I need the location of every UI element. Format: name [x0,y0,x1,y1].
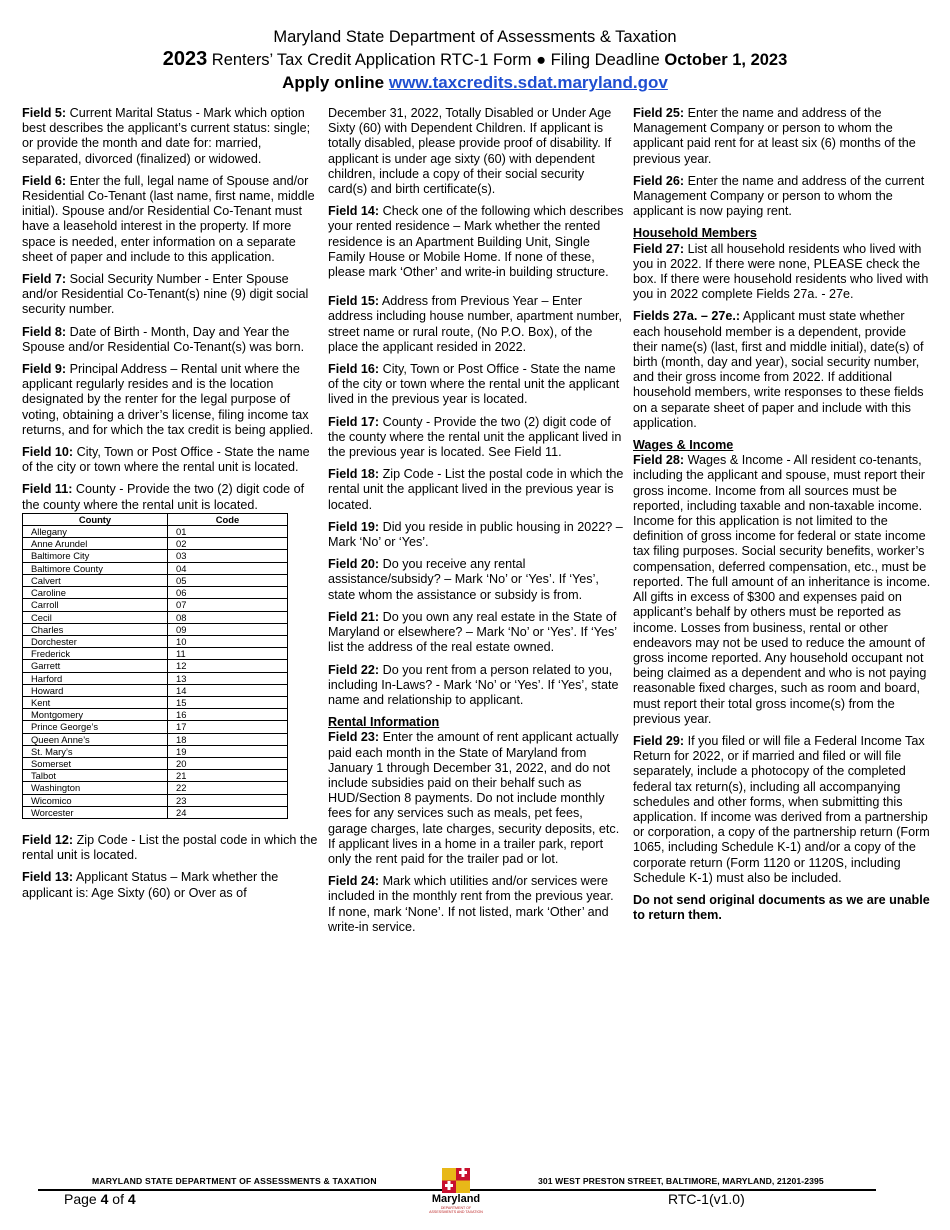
county-name: Washington [23,782,168,794]
maryland-logo [428,1167,484,1217]
field-9-instructions: Field 9: Principal Address – Rental unit where the applicant regularly resides and is the location designated by the renter for the legal purpose of voting, obtaining a driver’s license, filing income tax returns, and for which the tax credit is being applied. [22,362,314,437]
field-label: Field 15: [328,294,380,309]
field-label: Field 26: [633,173,685,188]
field-label: Field 20: [328,557,380,572]
field-5-instructions: Field 5: Current Marital Status - Mark which option best describes the applicant’s current status: single; or provide the month and date for: married, separated, divorced (finalized) or widowed. [22,106,311,166]
field-25-instructions: Field 25: Enter the name and address of the Management Company or person to whom the applicant paid rent for at least six (6) months of the previous year. [633,106,916,166]
field-7-instructions: Field 7: Social Security Number - Enter Spouse and/or Residential Co-Tenant(s) nine (9) digit social security number. [22,272,309,317]
field-label: Field 11: [22,482,73,497]
county-name: Baltimore City [23,550,168,562]
county-code: 22 [168,782,288,794]
field-28-instructions: Wages & Income Field 28: Wages & Income - All resident co-tenants, including the applicant and spouse, must report their gross income. Income from all sources must be reported, including taxable and non-taxable income. Income for this application is not limited to the definition of gross income for federal or state income tax filing purposes. Social security benefits, worker’s compensation, deferred compensation, etc., must be reported. The full amount of an inheritance is income. All gifts in excess of $300 and expenses paid on applicant’s behalf by others must be reported as income. Losses from business, rental or other endeavors may not be used to reduce the amount of gross income reported. Any household occupant not being claimed as a dependent and who is not paying reasonable fixed charges, such as room and board, must report their total gross income(s) from the previous year. [633,438,931,726]
field-label: Field 28: [633,453,685,468]
field-22-instructions: Field 22: Do you rent from a person related to you, including In-Laws? - Mark ‘No’ or ‘Yes’. If ‘Yes’, state name and relationship to applicant. [328,662,619,707]
filing-deadline: October 1, 2023 [664,51,788,69]
table-row [23,660,288,672]
field-14-instructions: Field 14: Check one of the following which describes your rented residence – Mark whether the rented residence is an Apartment Building Unit, Single Family House or Mobile Home. If none of these, please mark ‘Other’ and write-in building structure. [328,204,624,280]
field-29-instructions: Field 29: If you filed or will file a Federal Income Tax Return for 2022, or if married and filed or will file separately, include a photocopy of the completed federal tax return(s), including all accompanying schedules and other forms, when submitting this application. If income was derived from a partnership or corporation, a copy of the partnership return (Form 1065, including Schedule K-1) and/or a copy of the corporate return (Form 1120 or 1120S, including Schedule K-1) must also be included. [633,733,930,885]
agency-name: Maryland State Department of Assessments & Taxation [273,28,677,46]
county-code: 09 [168,623,288,635]
field-label: Field 18: [328,467,380,482]
column-3 [633,106,931,930]
field-label: Field 27: [633,241,685,256]
field-label: Field 7: [22,272,67,287]
form-version: RTC-1(v1.0) [668,1191,745,1207]
county-name: Carroll [23,599,168,611]
footer-agency: MARYLAND STATE DEPARTMENT OF ASSESSMENTS & TAXATION [92,1176,377,1186]
field-label: Field 19: [328,519,380,534]
field-label: Field 16: [328,362,380,377]
field-13-instructions: Field 13: Applicant Status – Mark whether the applicant is: Age Sixty (60) or Over as of [22,870,279,900]
section-heading-wages: Wages & Income [633,438,734,453]
county-name: Charles [23,623,168,635]
apply-online [0,71,950,95]
page-header [0,26,950,95]
field-11-instructions: Field 11: County - Provide the two (2) digit code of the county where the rental unit is located. [22,482,305,512]
county-name: Talbot [23,770,168,782]
county-code: 03 [168,550,288,562]
table-row [23,782,288,794]
county-code: 20 [168,757,288,769]
table-row [23,721,288,733]
county-name: Montgomery [23,709,168,721]
county-code-table [22,513,288,819]
field-13-continued: December 31, 2022, Totally Disabled or Under Age Sixty (60) with Dependent Children. If applicant is totally disabled, please provide proof of disability. If applicant is under age sixty (60) with dependent children, include a copy of their social security card(s) and birth certificate(s). [328,106,612,197]
county-code: 11 [168,648,288,660]
field-10-instructions: Field 10: City, Town or Post Office - State the name of the city or town where the rental unit is located. [22,445,310,475]
field-23-instructions: Rental Information Field 23: Enter the amount of rent applicant actually paid each month in the State of Maryland from January 1 through December 31, 2022, and do not include subsidies paid on their behalf such as HUD/Section 8 payments. Do not include monthly fees for any services such as meals, pet fees, garage charges, late charges, security deposits, etc. If applicant lives in a home in a trailer park, report only the rent paid for the trailer pad or lot. [328,715,624,867]
county-name: Prince George’s [23,721,168,733]
county-code: 19 [168,745,288,757]
county-header: County [23,513,168,525]
field-16-instructions: Field 16: City, Town or Post Office - State the name of the city or town where the rental unit the applicant lived in the previous year is located. [328,362,620,407]
table-row [23,611,288,623]
county-name: Calvert [23,574,168,586]
field-8-instructions: Field 8: Date of Birth - Month, Day and Year the Spouse and/or Residential Co-Tenant(s) was born. [22,324,305,354]
county-name: Somerset [23,757,168,769]
county-code: 12 [168,660,288,672]
county-name: Kent [23,696,168,708]
county-name: Garrett [23,660,168,672]
footer-address: 301 WEST PRESTON STREET, BALTIMORE, MARYLAND, 21201-2395 [538,1176,824,1186]
apply-online-label: Apply online [282,73,389,92]
field-21-instructions: Field 21: Do you own any real estate in the State of Maryland or elsewhere? – Mark ‘No’ or ‘Yes’. If ‘Yes’ list the address of the real estate owned. [328,609,617,655]
table-row [23,550,288,562]
county-name: Allegany [23,526,168,538]
field-label: Field 8: [22,324,67,339]
fields-27a-27e-instructions: Fields 27a. – 27e.: Applicant must state whether each household member is a dependent, provide their name(s) (last, first and middle initial), date(s) of birth (month, day and year), social security number, and their gross income from 2022. If additional household members, write responses to these fields on a separate sheet of paper and include with this application. [633,309,924,430]
field-24-instructions: Field 24: Mark which utilities and/or services were included in the monthly rent from the previous year. If none, mark ‘None’. If not listed, mark ‘Other’ and write-in service. [328,874,614,934]
table-row [23,623,288,635]
county-code: 10 [168,635,288,647]
form-title-text: Renters’ Tax Credit Application RTC-1 Form ● Filing Deadline [207,51,665,69]
county-name: Anne Arundel [23,538,168,550]
table-row [23,696,288,708]
field-20-instructions: Field 20: Do you receive any rental assistance/subsidy? – Mark ‘No’ or ‘Yes’. If ‘Yes’, state whom the assistance or subsidy is from. [328,557,599,602]
logo-wordmark: Maryland [431,1193,481,1205]
county-name: Cecil [23,611,168,623]
page-number: Page 4 of 4 [64,1191,136,1207]
logo-subtitle: DEPARTMENT OF ASSESSMENTS AND TAXATION [429,1206,483,1214]
county-name: St. Mary’s [23,745,168,757]
county-code: 02 [168,538,288,550]
table-row [23,770,288,782]
table-row [23,648,288,660]
table-row [23,733,288,745]
table-row [23,757,288,769]
county-name: Queen Anne’s [23,733,168,745]
county-code: 17 [168,721,288,733]
field-18-instructions: Field 18: Zip Code - List the postal code in which the rental unit the applicant lived in the previous year is located. [328,467,624,512]
county-name: Worcester [23,806,168,818]
field-label: Field 22: [328,662,380,677]
county-name: Caroline [23,587,168,599]
field-6-instructions: Field 6: Enter the full, legal name of Spouse and/or Residential Co-Tenant (last name, first name, middle initial). Spouse and/or Residential Co-Tenant must have a leasehold interest in the property. If more space is needed, enter information on a separate sheet of paper and include to this application. [22,173,315,264]
form-title [0,48,950,71]
county-code: 01 [168,526,288,538]
county-name: Wicomico [23,794,168,806]
table-row [23,562,288,574]
county-name: Howard [23,684,168,696]
county-code: 21 [168,770,288,782]
county-code: 16 [168,709,288,721]
table-row [23,635,288,647]
table-row [23,794,288,806]
field-label: Field 17: [328,414,380,429]
county-code: 06 [168,587,288,599]
field-label: Field 6: [22,173,67,188]
table-row [23,672,288,684]
maryland-flag-icon [428,1167,484,1195]
field-label: Fields 27a. – 27e.: [633,309,741,324]
field-label: Field 13: [22,870,74,885]
section-heading-rental: Rental Information [328,715,440,730]
county-code: 08 [168,611,288,623]
county-code: 05 [168,574,288,586]
code-header: Code [168,513,288,525]
county-table-body [23,526,288,819]
county-code: 07 [168,599,288,611]
field-27-instructions: Household Members Field 27: List all household residents who lived with you in 2022. If there were none, PLEASE check the box. If there were household residents who lived with you in 2022 complete Fields 27a. - 27e. [633,226,931,302]
field-label: Field 25: [633,106,685,120]
field-label: Field 24: [328,874,380,889]
table-row [23,574,288,586]
field-label: Field 12: [22,832,74,847]
field-label: Field 9: [22,362,67,377]
county-name: Baltimore County [23,562,168,574]
table-row [23,526,288,538]
field-26-instructions: Field 26: Enter the name and address of the current Management Company or person to whom the applicant is now paying rent. [633,173,925,219]
county-code: 14 [168,684,288,696]
county-name: Dorchester [23,635,168,647]
field-label: Field 29: [633,733,685,748]
field-19-instructions: Field 19: Did you reside in public housing in 2022? – Mark ‘No’ or ‘Yes’. [328,519,623,550]
county-code: 13 [168,672,288,684]
column-2 [328,106,624,942]
field-17-instructions: Field 17: County - Provide the two (2) digit code of the county where the rental unit the applicant lived in the previous year is located. See Field 11. [328,414,622,460]
section-heading-household: Household Members [633,226,757,241]
county-code: 15 [168,696,288,708]
table-row [23,538,288,550]
county-name: Frederick [23,648,168,660]
table-row [23,599,288,611]
column-1 [22,106,318,908]
field-12-instructions: Field 12: Zip Code - List the postal code in which the rental unit is located. [22,832,318,863]
county-code: 18 [168,733,288,745]
form-year: 2023 [162,48,208,70]
page-footer [0,1165,950,1230]
county-name: Harford [23,672,168,684]
field-label: Field 10: [22,445,74,460]
field-label: Field 21: [328,609,380,624]
field-15-instructions: Field 15: Address from Previous Year – Enter address including house number, apartment number, street name or rural route, (No P.O. Box), of the place the applicant resided in 2022. [328,294,623,354]
table-row [23,684,288,696]
table-row [23,709,288,721]
apply-online-link[interactable]: www.taxcredits.sdat.maryland.gov [388,73,668,92]
table-row [23,587,288,599]
original-documents-notice: Do not send original documents as we are unable to return them. [633,892,930,923]
table-row [23,745,288,757]
county-code: 04 [168,562,288,574]
field-label: Field 23: [328,730,380,745]
county-code: 24 [168,806,288,818]
field-label: Field 5: [22,106,67,120]
field-label: Field 14: [328,204,380,219]
table-row [23,806,288,818]
county-code: 23 [168,794,288,806]
